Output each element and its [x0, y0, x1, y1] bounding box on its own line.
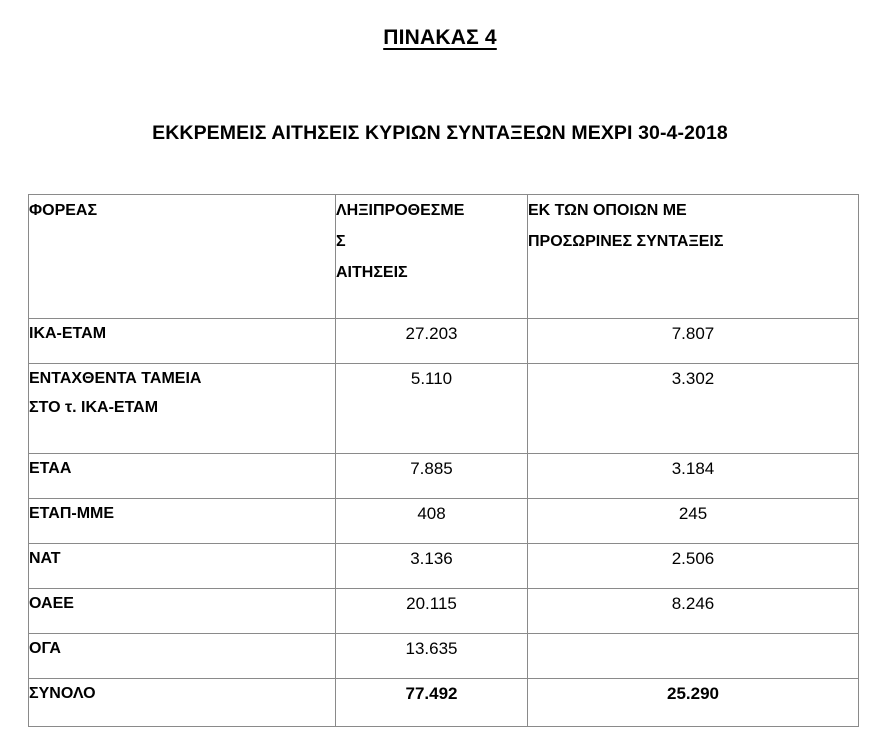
- table-row: [29, 589, 859, 634]
- column-header-provisional-line1: ΕΚ ΤΩΝ ΟΠΟΙΩΝ ΜΕ: [528, 202, 687, 219]
- row-provisional-cell: 3.184: [528, 454, 859, 499]
- table-total-row: [29, 679, 859, 727]
- row-label-line1: ΕΤΑΑ: [29, 460, 72, 477]
- row-label-line1: ΟΑΕΕ: [29, 595, 74, 612]
- column-header-provisional-line2: ΠΡΟΣΩΡΙΝΕΣ ΣΥΝΤΑΞΕΙΣ: [528, 233, 724, 250]
- table-header: [29, 195, 859, 319]
- page-subtitle: ΕΚΚΡΕΜΕΙΣ ΑΙΤΗΣΕΙΣ ΚΥΡΙΩΝ ΣΥΝΤΑΞΕΩΝ ΜΕΧΡΙ 30-4-2018: [152, 122, 728, 144]
- row-overdue-cell: 5.110: [336, 364, 528, 454]
- column-header-organization: [29, 195, 336, 319]
- total-label-cell: [29, 679, 336, 727]
- row-label-line1: ΕΝΤΑΧΘΕΝΤΑ ΤΑΜΕΙΑ: [29, 370, 202, 387]
- pensions-table: [28, 194, 859, 727]
- column-header-overdue-line2: Σ: [336, 233, 346, 250]
- table-row: [29, 499, 859, 544]
- table-row: [29, 454, 859, 499]
- total-label: ΣΥΝΟΛΟ: [29, 685, 96, 702]
- column-header-provisional-pensions: [528, 195, 859, 319]
- row-label-line1: ΕΤΑΠ-ΜΜΕ: [29, 505, 115, 522]
- page-title: [0, 26, 880, 50]
- row-provisional-cell: 8.246: [528, 589, 859, 634]
- row-provisional-cell: 7.807: [528, 319, 859, 364]
- row-overdue-cell: 3.136: [336, 544, 528, 589]
- row-label-cell: [29, 319, 336, 364]
- column-header-overdue-line3: ΑΙΤΗΣΕΙΣ: [336, 264, 408, 281]
- table-body: [29, 319, 859, 727]
- row-label-line2: ΣΤΟ τ. ΙΚΑ-ΕΤΑΜ: [29, 399, 159, 416]
- table-header-row: [29, 195, 859, 319]
- row-label-line1: ΝΑΤ: [29, 550, 61, 567]
- row-provisional-cell: 2.506: [528, 544, 859, 589]
- total-provisional-cell: 25.290: [528, 679, 859, 727]
- row-overdue-cell: 13.635: [336, 634, 528, 679]
- column-header-organization-line1: ΦΟΡΕΑΣ: [29, 202, 98, 219]
- table-row: [29, 634, 859, 679]
- row-provisional-cell: [528, 634, 859, 679]
- column-header-overdue-applications: [336, 195, 528, 319]
- page-title-text: ΠΙΝΑΚΑΣ 4: [383, 26, 497, 49]
- table-row: [29, 319, 859, 364]
- table-row: [29, 544, 859, 589]
- row-provisional-cell: 245: [528, 499, 859, 544]
- row-overdue-cell: 27.203: [336, 319, 528, 364]
- table-row: [29, 364, 859, 454]
- row-overdue-cell: 7.885: [336, 454, 528, 499]
- total-overdue-cell: 77.492: [336, 679, 528, 727]
- row-label-cell: [29, 589, 336, 634]
- row-label-cell: [29, 634, 336, 679]
- row-provisional-cell: 3.302: [528, 364, 859, 454]
- row-overdue-cell: 20.115: [336, 589, 528, 634]
- row-label-cell: [29, 544, 336, 589]
- row-overdue-cell: 408: [336, 499, 528, 544]
- row-label-cell: [29, 499, 336, 544]
- pensions-table-container: [28, 194, 858, 727]
- row-label-line1: ΙΚΑ-ΕΤΑΜ: [29, 325, 107, 342]
- row-label-cell: [29, 364, 336, 454]
- column-header-overdue-line1: ΛΗΞΙΠΡΟΘΕΣΜΕ: [336, 202, 465, 219]
- row-label-line1: ΟΓΑ: [29, 640, 61, 657]
- row-label-cell: [29, 454, 336, 499]
